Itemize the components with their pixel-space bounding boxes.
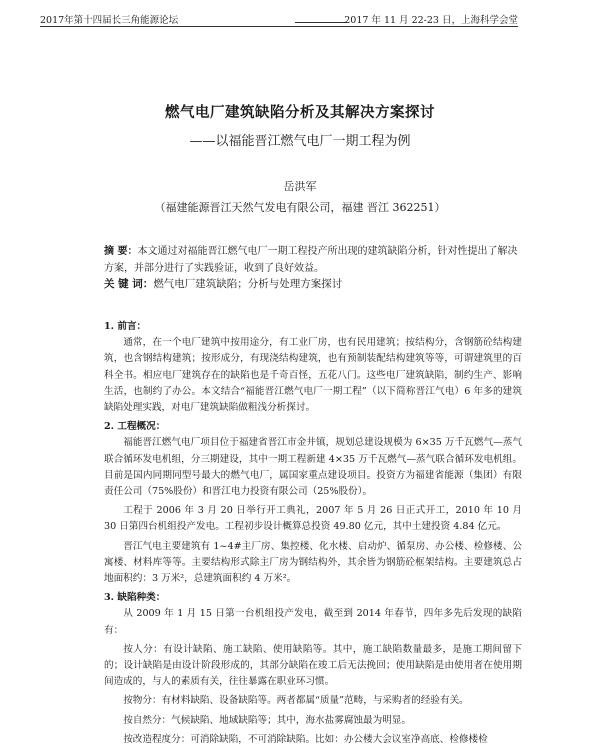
paper-subtitle: ——以福能晋江燃气电厂一期工程为例 [189,134,411,149]
header-conference: 2017年第十四届长三角能源论坛 [40,15,179,26]
paper-title: 燃气电厂建筑缺陷分析及其解决方案探讨 [165,104,435,121]
header-divider [295,12,347,23]
author-affiliation: （福建能源晋江天然气发电有限公司，福建 晋江 362251） [154,201,446,214]
paragraph: 通常，在一个电厂建筑中按用途分，有工业厂房，也有民用建筑；按结构分，含钢筋砼结构建筑，也含钢结构建筑；按形成分，有现浇结构建筑，也有预制装配结构建筑等等，可谓建筑里的百科全书。相应电厂建筑存在的缺陷也是千奇百怪，五花八门。这些电厂建筑缺陷，制约生产、影响生活，也制约了办公。本文结合“福能晋江燃气电厂一期工程”（以下简称晋江气电）6 年多的建筑缺陷处理实践，对电厂建筑缺陷做粗浅分析探讨。 [104,337,522,414]
abstract-label: 摘 要： [104,246,138,257]
section-heading: 2. 工程概况： [104,421,166,433]
paragraph: 按自然分：气候缺陷、地域缺陷等；其中，海水盐雾腐蚀最为明显。 [123,714,411,726]
paragraph: 从 2009 年 1 月 15 日第一台机组投产发电，截至到 2014 年春节，四年多先后发现的缺陷有： [104,608,522,636]
paragraph: 福能晋江燃气电厂项目位于福建省晋江市金井镇，规划总建设规模为 6×35 万千瓦燃气—蒸气联合循环发电机组，分三期建设，其中一期工程新建 4×35 万千瓦燃气—蒸气联合循环发电机组。目前是国内同期同型号最大的燃气电厂，属国家重点建设项目。投资方为福建省能源（集团）有限责任公司（75%股份）和晋江电力投资有限公司（25%股份）。 [104,437,522,498]
paragraph: 按改造程度分：可消除缺陷，不可消除缺陷。比如：办公楼大会议室净高底、检修楼检 [123,733,488,745]
keywords [104,276,522,291]
abstract [104,243,522,277]
keywords-label: 关 键 词： [104,278,154,290]
paragraph: 按人分：有设计缺陷、施工缺陷、使用缺陷等。其中，施工缺陷数量最多，是施工期间留下的；设计缺陷是由设计阶段形成的，其部分缺陷在竣工后无法挽回；使用缺陷是由使用者在使用期间造成的，与人的素质有关，往往暴露在职业环习惯。 [104,643,522,688]
abstract-text: 本文通过对福能晋江燃气电厂一期工程投产所出现的建筑缺陷分析，针对性提出了解决方案，并部分进行了实践验证，收到了良好效益。 [104,246,518,274]
section-heading: 1. 前言： [104,321,147,332]
paragraph: 按物分：有材料缺陷、设备缺陷等。两者都属“质量”范畴，与采购者的经验有关。 [123,695,469,707]
section-heading: 3. 缺陷种类： [104,592,166,604]
header-date-venue: 2017 年 11 月 22-23 日，上海科学会堂 [344,15,518,26]
keywords-text: 燃气电厂建筑缺陷；分析与处理方案探讨 [153,278,343,290]
author-name: 岳洪军 [283,180,317,193]
paragraph: 晋江气电主要建筑有 1~4#主厂房、集控楼、化水楼、启动炉、循泵房、办公楼、检修楼、公寓楼、材料库等等。主要结构形式除主厂房为钢结构外，其余皆为钢筋砼框架结构。主要建筑总占地面积约：3 万米²，总建筑面积约 4 万米²。 [104,540,522,585]
body-text [104,319,522,748]
page-header [40,10,518,27]
paragraph: 工程于 2006 年 3 月 20 日举行开工典礼，2007 年 5 月 26 日正式开工，2010 年 10 月 30 日第四台机组投产发电。工程初步设计概算总投资 49.80 亿元，其中土建投资 4.84 亿元。 [104,505,522,533]
